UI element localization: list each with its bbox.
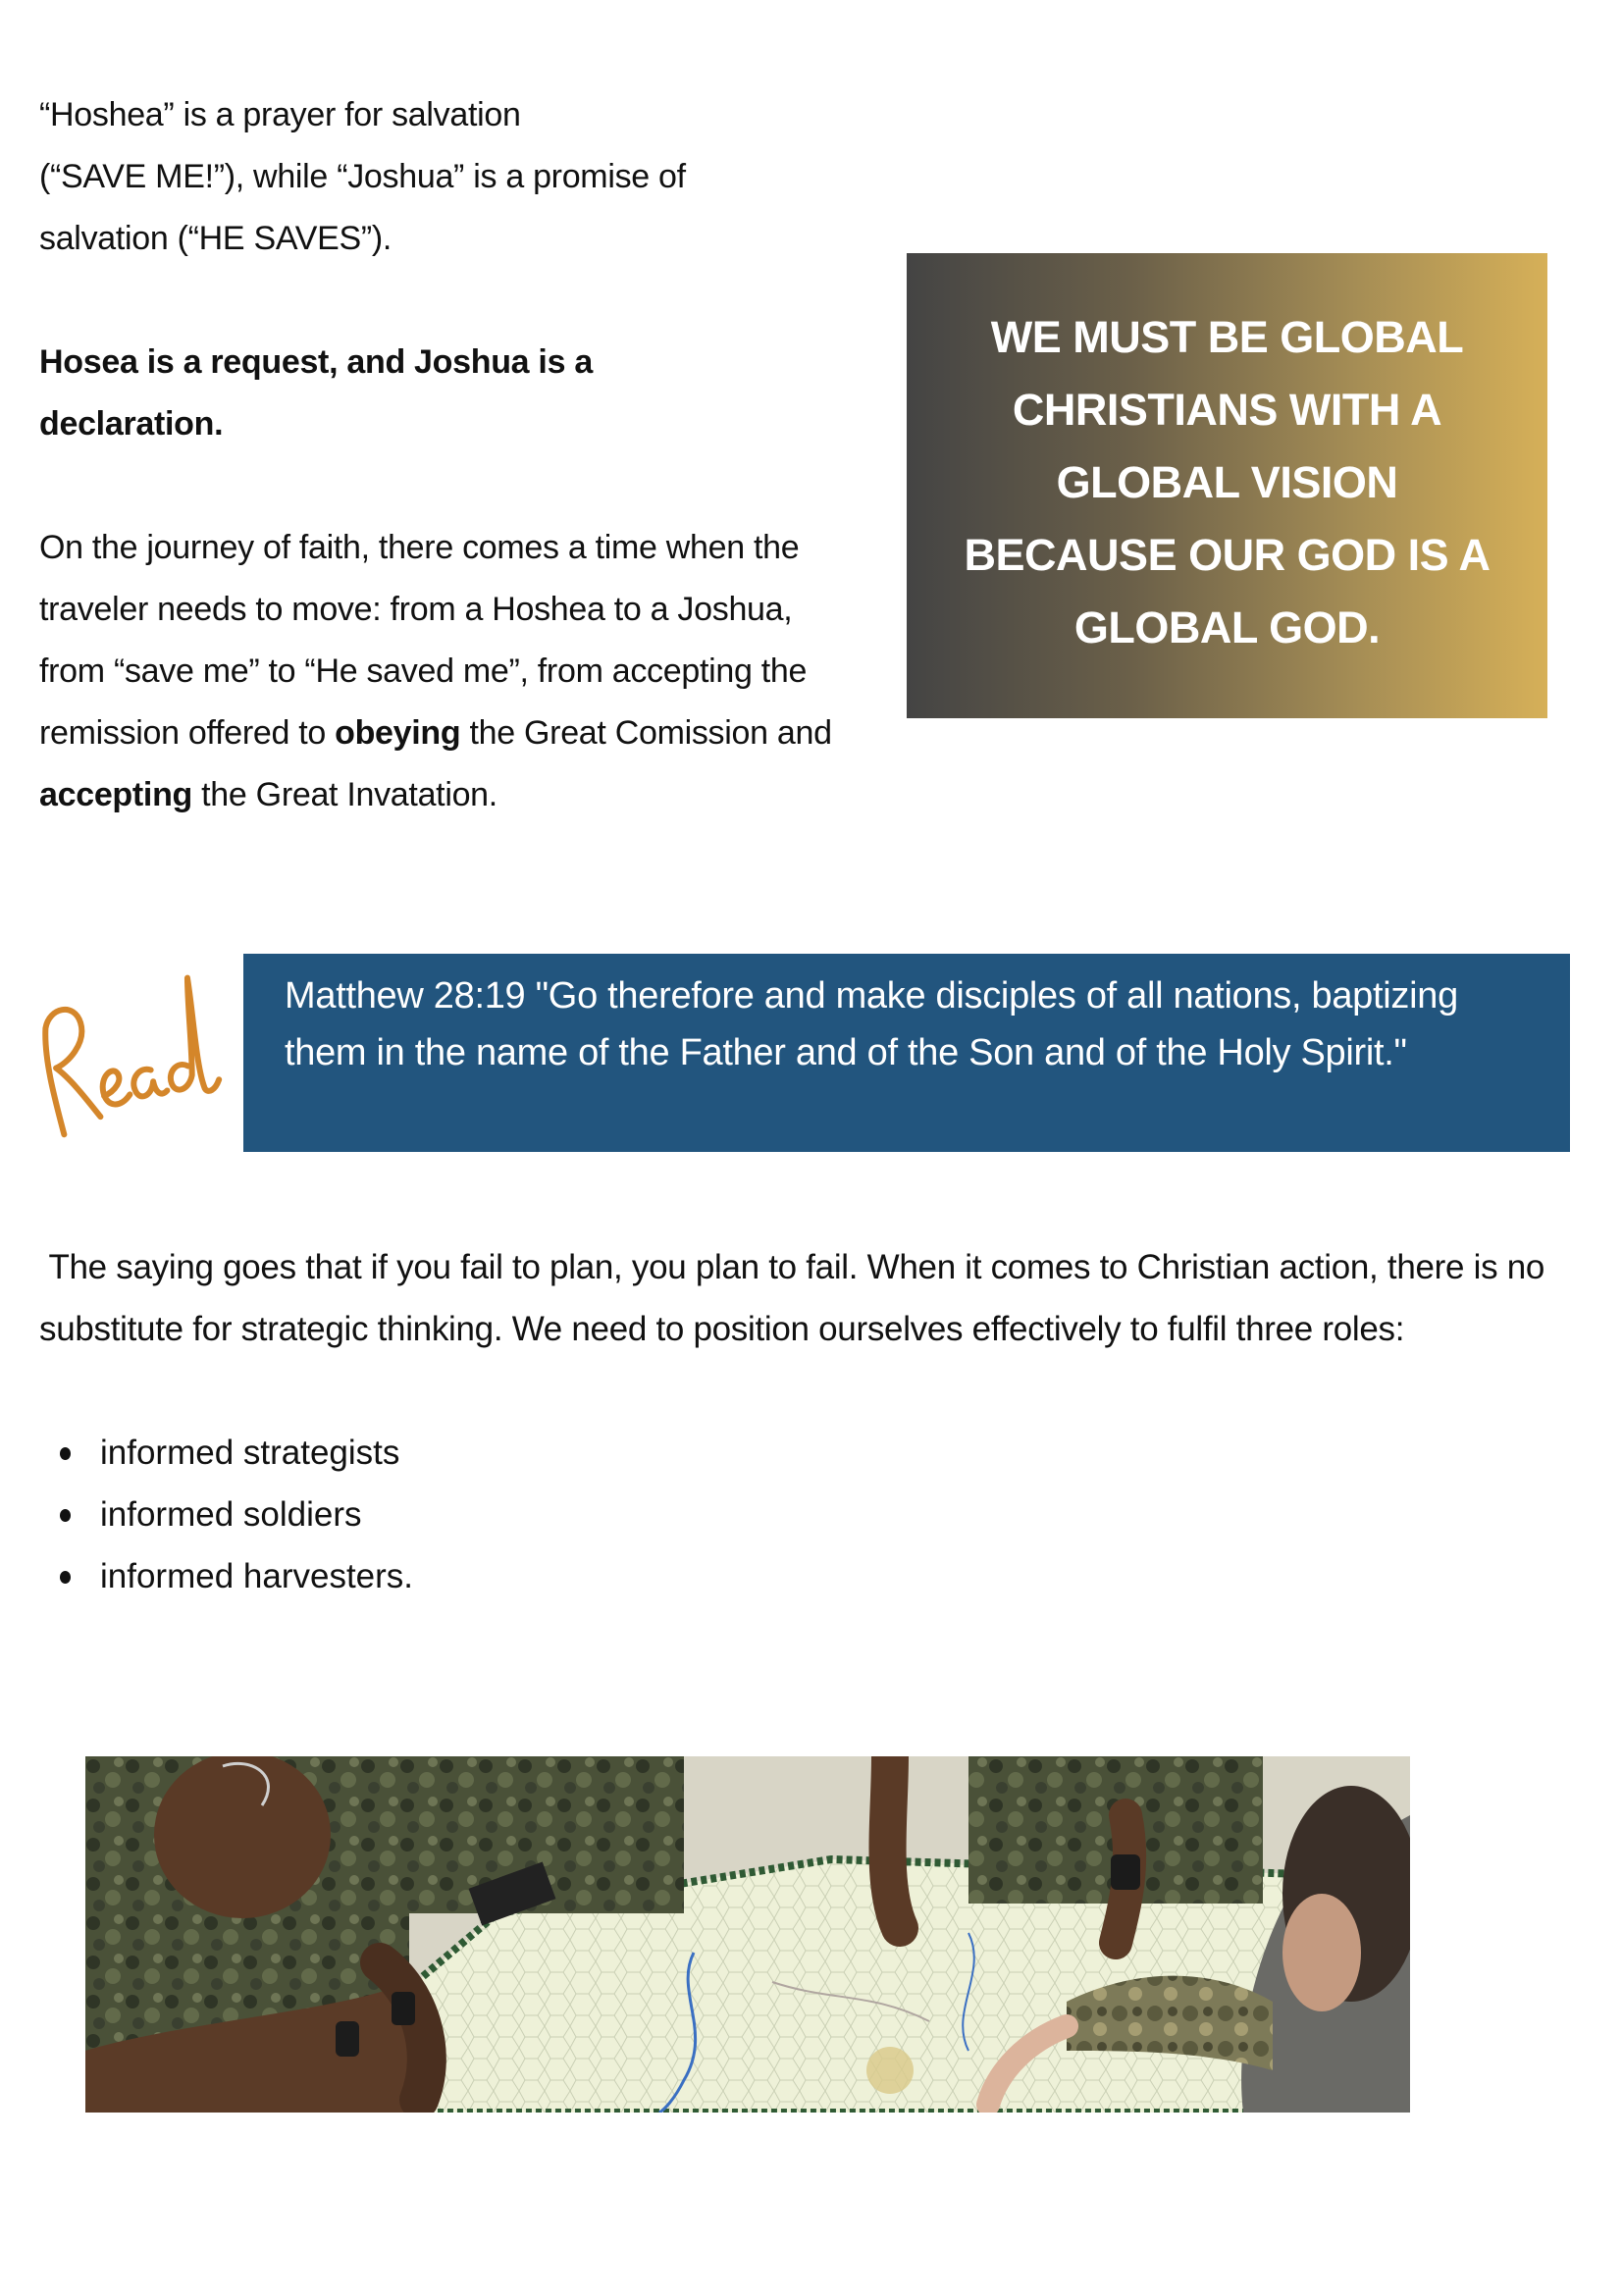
journey-text: the Great Comission and: [460, 714, 832, 752]
map-planning-photo: [85, 1756, 1410, 2113]
list-item: [39, 1484, 413, 1545]
journey-bold-obeying: obeying: [335, 714, 461, 752]
strategy-paragraph: The saying goes that if you fail to plan, you plan to fail. When it comes to Christian action, there is no substitute for strategic thinking. We need to position ourselves effectively to fulfil three roles:: [39, 1248, 1554, 1348]
list-item: [39, 1545, 413, 1607]
role-label: informed strategists: [100, 1434, 400, 1472]
intro-line: “Hoshea” is a prayer for salvation: [39, 96, 521, 133]
contrast-line: declaration.: [39, 405, 224, 443]
bullet-icon: [60, 1571, 71, 1584]
intro-line: (“SAVE ME!”), while “Joshua” is a promise of: [39, 158, 686, 195]
read-script-icon: [27, 971, 238, 1138]
role-label: informed harvesters.: [100, 1557, 414, 1595]
read-label: [27, 971, 238, 1138]
contrast-statement: [39, 332, 824, 455]
photo-illustration: [85, 1756, 1410, 2113]
scripture-box: [243, 954, 1570, 1152]
intro-paragraph: [39, 84, 824, 270]
role-label: informed soldiers: [100, 1495, 362, 1534]
intro-line: salvation (“HE SAVES”).: [39, 220, 392, 257]
scripture-verse: Matthew 28:19 "Go therefore and make disciples of all nations, baptizing them in the name of the Father and of the Son and of the Holy Spirit.": [285, 975, 1458, 1073]
contrast-line: Hosea is a request, and Joshua is a: [39, 343, 593, 381]
bullet-icon: [60, 1509, 71, 1522]
roles-list: [39, 1422, 413, 1607]
journey-bold-accepting: accepting: [39, 776, 193, 813]
journey-text: On the journey of faith, there comes a time when the traveler needs to move: from a Hoshea to a Joshua, from “save me” to “He saved me”, from accepting the remission offered to: [39, 529, 808, 752]
journey-text: the Great Invatation.: [192, 776, 497, 813]
list-item: [39, 1422, 413, 1484]
bullet-icon: [60, 1447, 71, 1460]
callout-text: WE MUST BE GLOBAL CHRISTIANS WITH A GLOBAL VISION BECAUSE OUR GOD IS A GLOBAL GOD.: [964, 312, 1491, 652]
callout-box: [907, 253, 1547, 718]
journey-paragraph: [39, 517, 854, 826]
